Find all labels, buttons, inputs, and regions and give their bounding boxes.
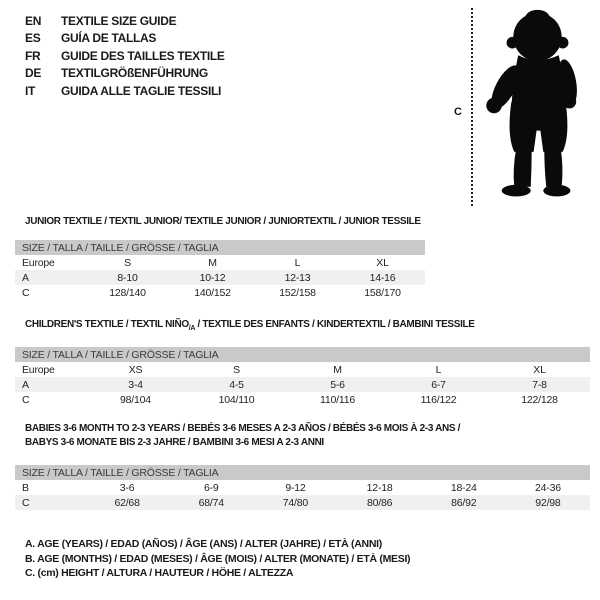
table-cell: M xyxy=(333,363,342,376)
table-row xyxy=(15,392,590,407)
table-cell: S xyxy=(233,363,240,376)
table-cell: 62/68 xyxy=(114,496,140,509)
table-row xyxy=(15,285,425,300)
table-row xyxy=(15,362,590,377)
table-cell: L xyxy=(294,256,301,269)
language-title: GUIDE DES TAILLES TEXTILE xyxy=(61,48,225,63)
size-header-bar: SIZE / TALLA / TAILLE / GRÖSSE / TAGLIA xyxy=(15,240,425,255)
junior-section-title: JUNIOR TEXTILE / TEXTIL JUNIOR/ TEXTILE JUNIOR / JUNIORTEXTIL / JUNIOR TESSILE xyxy=(25,216,421,227)
table-cell: 74/80 xyxy=(282,496,309,509)
language-code: ES xyxy=(25,31,41,46)
language-row-fr xyxy=(25,47,225,65)
table-cell: 6-9 xyxy=(203,481,219,494)
language-code: FR xyxy=(25,48,41,63)
table-cell: 24-36 xyxy=(535,481,561,494)
table-cell: 104/110 xyxy=(218,393,255,406)
babies-title-line2: BABYS 3-6 MONATE BIS 2-3 JAHRE / BAMBINI 3-6 MESI A 2-3 ANNI xyxy=(25,436,324,448)
table-cell: 158/170 xyxy=(364,286,401,299)
language-title: TEXTILE SIZE GUIDE xyxy=(61,13,177,28)
table-cell: L xyxy=(435,363,442,376)
table-row xyxy=(15,495,590,510)
babies-title-line1: BABIES 3-6 MONTH TO 2-3 YEARS / BEBÉS 3-6 MESES A 2-3 AÑOS / BÉBÉS 3-6 MOIS À 2-3 ANS / xyxy=(25,423,461,434)
row-label: B xyxy=(22,481,29,494)
language-row-en xyxy=(25,12,225,30)
row-label: C xyxy=(22,286,30,299)
table-cell: 3-6 xyxy=(119,481,135,494)
table-cell: 110/116 xyxy=(320,393,355,406)
children-title-subscript: /A xyxy=(188,325,196,332)
children-title-pre: CHILDREN'S TEXTILE / TEXTIL NIÑO xyxy=(25,319,189,330)
table-cell: 86/92 xyxy=(451,496,477,509)
table-cell: 18-24 xyxy=(450,481,477,494)
language-code: IT xyxy=(25,83,36,98)
footnotes xyxy=(25,537,410,581)
table-cell: 98/104 xyxy=(120,393,151,406)
height-measure-dashed-line xyxy=(471,8,473,206)
language-code: DE xyxy=(25,66,42,81)
size-header-bar: SIZE / TALLA / TAILLE / GRÖSSE / TAGLIA xyxy=(15,347,590,362)
row-label: A xyxy=(22,378,29,391)
toddler-silhouette-icon xyxy=(479,5,596,208)
table-row xyxy=(15,255,425,270)
children-size-table xyxy=(15,347,590,407)
table-cell: 9-12 xyxy=(285,481,306,494)
table-row xyxy=(15,377,590,392)
table-cell: XL xyxy=(376,256,389,269)
table-cell: 3-4 xyxy=(128,378,143,391)
table-row xyxy=(15,480,590,495)
footnote-b: B. AGE (MONTHS) / EDAD (MESES) / ÂGE (MOIS) / ALTER (MONATE) / ETÀ (MESI) xyxy=(25,552,411,565)
language-row-de xyxy=(25,65,225,83)
language-row-es xyxy=(25,30,225,48)
babies-size-table xyxy=(15,465,590,510)
table-cell: 116/122 xyxy=(420,393,457,406)
size-header-bar: SIZE / TALLA / TAILLE / GRÖSSE / TAGLIA xyxy=(15,465,590,480)
footnote-a: A. AGE (YEARS) / EDAD (AÑOS) / ÂGE (ANS) / ALTER (JAHRE) / ETÀ (ANNI) xyxy=(25,538,382,550)
language-title: GUIDA ALLE TAGLIE TESSILI xyxy=(61,83,222,98)
row-label: Europe xyxy=(22,363,55,376)
row-label: Europe xyxy=(22,256,55,269)
children-title-post: / TEXTILE DES ENFANTS / KINDERTEXTIL / BAMBINI TESSILE xyxy=(195,319,475,330)
table-cell: 152/158 xyxy=(279,286,316,299)
table-cell: 92/98 xyxy=(535,496,561,509)
footnote-c: C. (cm) HEIGHT / ALTURA / HAUTEUR / HÖHE / ALTEZZA xyxy=(25,567,294,579)
table-cell: XL xyxy=(533,363,546,376)
row-label: C xyxy=(22,393,30,406)
table-cell: 8-10 xyxy=(117,271,138,284)
table-cell: XS xyxy=(128,363,143,376)
table-cell: S xyxy=(124,256,131,269)
table-cell: 12-13 xyxy=(284,271,311,284)
junior-size-table xyxy=(15,240,425,300)
height-measure-label: C xyxy=(454,106,462,118)
row-label: C xyxy=(22,496,30,509)
language-row-it xyxy=(25,82,225,100)
table-cell: M xyxy=(208,256,217,269)
table-cell: 122/128 xyxy=(521,393,558,406)
language-list xyxy=(25,12,225,100)
table-cell: 128/140 xyxy=(109,286,146,299)
table-cell: 4-5 xyxy=(229,378,244,391)
language-title: TEXTILGRÖßENFÜHRUNG xyxy=(61,66,208,81)
children-section-title xyxy=(25,319,475,332)
table-cell: 140/152 xyxy=(194,286,231,299)
table-cell: 68/74 xyxy=(198,496,224,509)
table-cell: 10-12 xyxy=(199,271,226,284)
table-cell: 12-18 xyxy=(366,481,393,494)
table-cell: 7-8 xyxy=(532,378,547,391)
row-label: A xyxy=(22,271,29,284)
table-row xyxy=(15,270,425,285)
table-cell: 6-7 xyxy=(431,378,446,391)
babies-section-title xyxy=(25,422,460,449)
language-code: EN xyxy=(25,13,42,28)
table-cell: 14-16 xyxy=(369,271,396,284)
table-cell: 5-6 xyxy=(330,378,345,391)
language-title: GUÍA DE TALLAS xyxy=(61,31,157,46)
table-cell: 80/86 xyxy=(366,496,393,509)
